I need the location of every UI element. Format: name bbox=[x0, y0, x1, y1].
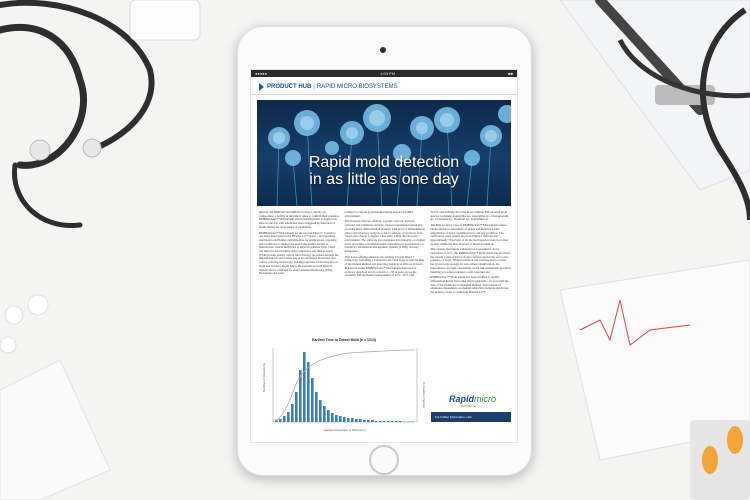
histogram-bar bbox=[407, 422, 410, 423]
histogram-bar bbox=[303, 352, 306, 422]
paragraph: testing in a current good manufacturing practice (cGMP) environment. bbox=[344, 210, 413, 218]
y2-axis-label: Cumulative Percent bbox=[422, 382, 426, 409]
histogram-bar bbox=[351, 418, 354, 422]
y-axis-label: Number of Detections bbox=[262, 362, 266, 392]
paragraph: RMBNucleus™ Mold Alarm for the Growth Direct® System is our latest innovation in the Pharma 4.0™ space – incorporating automation and further customization for notifications, reporting and workflows to support the speed and quality needed to manufacture critical medicines to improve patients' lives. Users can improve data integrity (DI) compliance and time to result (TTR) in their quality control microbiology procedure through the implementation and routine use of an automated incubation and colony counting technology, yielding rapid microbial detection of mold and bacteria. Rapid Micro Biosystems' Growth Direct® System can be validated for environmental monitoring (EM), Bioburden and water bbox=[259, 230, 339, 276]
mold-spores-illustration bbox=[257, 100, 511, 206]
figure-title: Earliest Time to Detect Mold (n = 1213) bbox=[311, 338, 377, 342]
histogram-bar bbox=[367, 420, 370, 422]
paragraph: This novel offering enhances the existing Growth Direct® technology, providing a validated total count in up to half the time of the manual method and detecting molds in as little as 24 hours. In a recent study, RMBNucleus™ Mold Alarm delivered an accuracy detection level for mold of ≥ 95 percent across the extensive EM incubation temperatures of 22°C, 30°C and bbox=[344, 254, 425, 278]
info-bar[interactable]: For further information, visit bbox=[431, 412, 511, 422]
company-logo bbox=[449, 394, 511, 404]
histogram-bar bbox=[347, 418, 350, 422]
tablet-screen bbox=[250, 69, 518, 443]
logo-micro: micro bbox=[474, 394, 497, 404]
paragraph: The licensed software offering, together with our standard software and validation services, ensures transmission speed and provides faster differentiation of mold. This level of differentiation allows microbiology analysts to detect adverse occurrences from visual plate checks to higher value tasks within the laboratory environment. The software also maintains data integrity at a higher level, providing a parameterization assessment of mold directly to laboratory information management systems (LIMS) via easy integration. bbox=[344, 219, 426, 254]
article-column-2 bbox=[345, 211, 426, 297]
histogram-bar bbox=[343, 417, 346, 422]
histogram-bar bbox=[371, 420, 374, 422]
histogram-bar bbox=[331, 413, 334, 422]
status-bar bbox=[251, 70, 517, 77]
histogram-bar bbox=[283, 416, 286, 422]
histogram-bar bbox=[327, 410, 330, 422]
histogram-bar bbox=[323, 406, 326, 422]
histogram-bar bbox=[295, 392, 298, 422]
histogram-bar bbox=[311, 378, 314, 422]
detection-histogram bbox=[259, 342, 429, 434]
product-hub-header bbox=[251, 77, 517, 95]
carrier-indicator: ●●●●● bbox=[255, 71, 268, 76]
article-columns bbox=[251, 206, 517, 297]
header-separator: | bbox=[313, 84, 315, 90]
histogram-bar bbox=[287, 412, 290, 422]
histogram-bar bbox=[395, 421, 398, 422]
paragraph: The high accuracy rates of RMBNucleus™ Mold Alarm reduce labour-intensive assessment of plates and facilitate earlier remediation of mold contamination to aid any workflow. The verification study results shown in Figure 1 indicate that approximately 70 percent of all the mold species tested provided an alert within the first 24 hours of initial incubation. bbox=[430, 223, 508, 246]
histogram-bar bbox=[355, 419, 358, 422]
histogram-bar bbox=[399, 421, 402, 422]
sidebar-branding bbox=[431, 388, 511, 422]
camera-icon bbox=[380, 47, 386, 53]
histogram-bar bbox=[279, 419, 282, 422]
histogram-bar bbox=[307, 362, 310, 422]
histogram-bar bbox=[335, 415, 338, 422]
histogram-bar bbox=[315, 392, 318, 422]
article-column-3 bbox=[430, 211, 511, 297]
clock: 1:04 PM bbox=[380, 71, 396, 76]
logo-rapid: Rapid bbox=[449, 394, 475, 404]
paragraph: QUICK TO SPREAD and difficult to detect, molds can compromise a facility in the time it takes to confirm their presence. RMBNucleus™ Mold Alarm allows investigations to begin in as little as one day with automated alerts triggered by detection of molds during the early stages of incubation. bbox=[259, 210, 340, 229]
histogram-bar bbox=[359, 419, 362, 422]
histogram-bar bbox=[411, 422, 414, 423]
battery-icon: ■■ bbox=[508, 71, 513, 76]
histogram-bar bbox=[375, 421, 378, 422]
hero-banner bbox=[257, 100, 511, 206]
hero-title bbox=[257, 154, 511, 188]
company-name: RAPID MICRO BIOSYSTEMS bbox=[316, 84, 398, 90]
histogram-bar bbox=[391, 421, 394, 422]
tablet-device bbox=[237, 26, 532, 476]
histogram-bar bbox=[379, 421, 382, 422]
histogram-bar bbox=[387, 421, 390, 422]
article-column-1 bbox=[259, 211, 340, 297]
figure-1 bbox=[259, 338, 429, 439]
histogram-bar bbox=[319, 400, 322, 422]
home-button[interactable] bbox=[369, 445, 399, 475]
histogram-bar bbox=[363, 420, 366, 422]
logo-subtitle: biosystems bbox=[461, 404, 477, 408]
hub-label: PRODUCT HUB bbox=[267, 84, 312, 90]
histogram-bar bbox=[383, 421, 386, 422]
hero-title-line2: in as little as one day bbox=[309, 171, 459, 188]
x-axis-label: Earliest Detection of Mold (hrs) bbox=[324, 428, 366, 432]
hero-title-line1: Rapid mold detection bbox=[308, 154, 460, 171]
histogram-bar bbox=[291, 404, 294, 422]
paragraph: This ensures that before a manual read assessment can be performed at 22°C, the RMBNucleus™ Mold Alarm has provided the current count of microcolonies and has alerted the user to the presence of mold. While incubation can continue until a colony has grown large enough for sub-culture identification, the remediation can begin, depending on the risk assessment and mold handling procedures unique to each customer site. bbox=[430, 247, 511, 274]
paragraph: 32.5°C and utilizing 34 of the most common EM-reported mold species, including Aspergillus sp., Aspergillus sp., Cladosporium sp., Curvularia sp., Fusarium sp., Penicillium sp. bbox=[430, 210, 509, 222]
histogram-bar bbox=[403, 422, 406, 423]
histogram-bar bbox=[339, 416, 342, 422]
triangle-icon bbox=[259, 83, 264, 91]
paragraph: RMBNucleus™ Mold Alarm has been certified to rapidly differentiate molds from other microorganisms – in up to half the time of the traditional compendial method. This reduces or eliminates dependence on manual subjective methods and moves the industry closer to achieving Pharma 4.0™. bbox=[430, 275, 509, 295]
